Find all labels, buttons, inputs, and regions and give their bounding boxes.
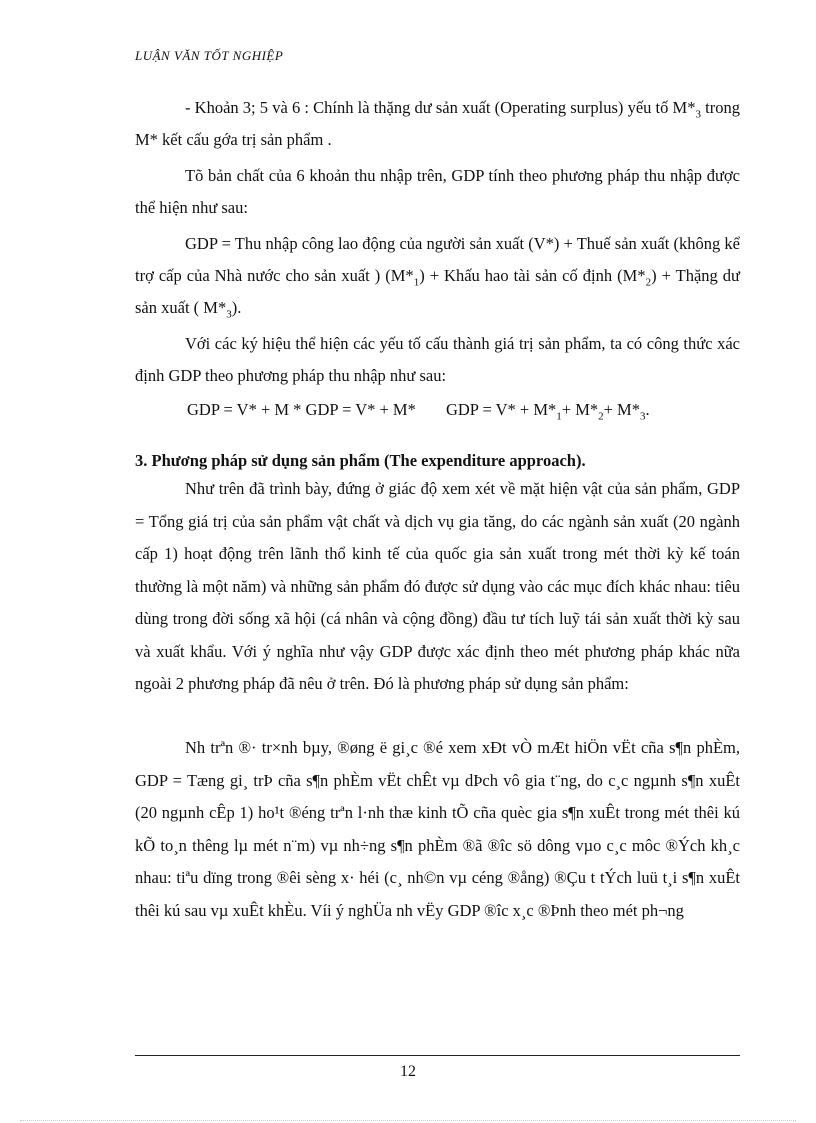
paragraph-text: - Khoản 3; 5 và 6 : Chính là thặng dư sản xuất (Operating surplus) yếu tố M* — [185, 98, 696, 117]
paragraph-operating-surplus — [135, 92, 740, 156]
gdp-formula — [187, 400, 792, 423]
paragraph-legacy-encoded: Nh trªn ®· tr×nh bµy, ®øng ë gi¸c ®é xem xÐt vÒ mÆt hiÖn vËt cña s¶n phÈm, GDP = Tæng gi¸ trÞ cña s¶n phÈm vËt chÊt vµ dÞch vô gia t¨ng, do c¸c ngµnh s¶n xuÊt (20 ngµnh cÊp 1) ho¹t ®éng trªn l·nh thæ kinh tÕ cña quèc gia s¶n xuÊt trong mét thêi kú kÕ to¸n thêng lµ mét n¨m) vµ nh÷ng s¶n phÈm ®ã ®îc sö dông vµo c¸c môc ®Ých kh¸c nhau: tiªu dïng trong ®êi sèng x· héi (c¸ nh©n vµ céng ®ång) ®Çu t tÝch luü t¸i s¶n xuÊt thêi kú sau vµ xuÊt khÈu. Víi ý nghÜa nh vËy GDP ®îc x¸c ®Þnh theo mét ph¬ng — [135, 738, 740, 920]
subscript: 2 — [598, 410, 604, 423]
paragraph-expenditure-approach: Như trên đã trình bày, đứng ở giác độ xem xét về mặt hiện vật của sản phẩm, GDP = Tổng giá trị của sản phẩm vật chất và dịch vụ gia tăng, do các ngành sản xuất (20 ngành cấp 1) hoạt động trên lãnh thổ kinh tế của quốc gia sản xuất trong mét thời kỳ kế toán thường là một năm) và những sản phẩm đó được sử dụng vào các mục đích khác nhau: tiêu dùng trong đời sống xã hội (cá nhân và cộng đồng) đầu tư tích luỹ tái sản xuất thời kỳ sau và xuất khẩu. Với ý nghĩa như vậy GDP được xác định theo mét phương pháp khác nữa ngoài 2 phương pháp đã nêu ở trên. Đó là phương pháp sử dụng sản phẩm: — [135, 479, 740, 693]
page-number: 12 — [400, 1063, 416, 1080]
formula-text: + M* — [561, 400, 599, 419]
subscript: 1 — [413, 276, 420, 289]
formula-part — [445, 400, 650, 423]
page-edge-dots — [20, 1120, 796, 1121]
running-header: LUẬN VĂN TỐT NGHIỆP — [135, 48, 284, 63]
formula-text: . — [645, 400, 650, 419]
formula-text: GDP = V* + M* — [445, 400, 557, 419]
subscript: 3 — [639, 410, 646, 423]
formula-text: + M* — [603, 400, 640, 419]
paragraph-text: ). — [231, 298, 242, 317]
paragraph-text: ) + Thặng dư sản xuất ( M* — [135, 266, 740, 317]
paragraph-text: ) + Khấu hao tài sản cố định (M* — [419, 266, 646, 285]
paragraph-formula-intro: Với các ký hiệu thể hiện các yếu tố cấu thành giá trị sản phẩm, ta có công thức xác định GDP theo phương pháp thu nhập như sau: — [135, 334, 740, 385]
paragraph-text: trong M* kết cấu gớa trị sản phẩm . — [135, 98, 740, 149]
paragraph-gdp-definition — [135, 228, 740, 324]
subscript: 3 — [695, 108, 701, 121]
paragraph-income-intro: Tõ bản chất của 6 khoản thu nhập trên, GDP tính theo phương pháp thu nhập được thể hiện như sau: — [135, 166, 740, 217]
footer-rule — [135, 1055, 740, 1056]
subscript: 1 — [556, 410, 562, 423]
subscript: 2 — [645, 276, 652, 289]
subscript: 3 — [226, 308, 232, 321]
paragraph-text: GDP = Thu nhập công lao động của người sản xuất (V*) + Thuế sản xuất (không kể trợ cấp của Nhà nước cho sản xuất ) (M* — [135, 234, 740, 285]
formula-part: GDP = V* + M * GDP = V* + M* — [187, 400, 416, 419]
section-heading: 3. Phương pháp sử dụng sản phẩm (The expenditure approach). — [135, 451, 586, 470]
